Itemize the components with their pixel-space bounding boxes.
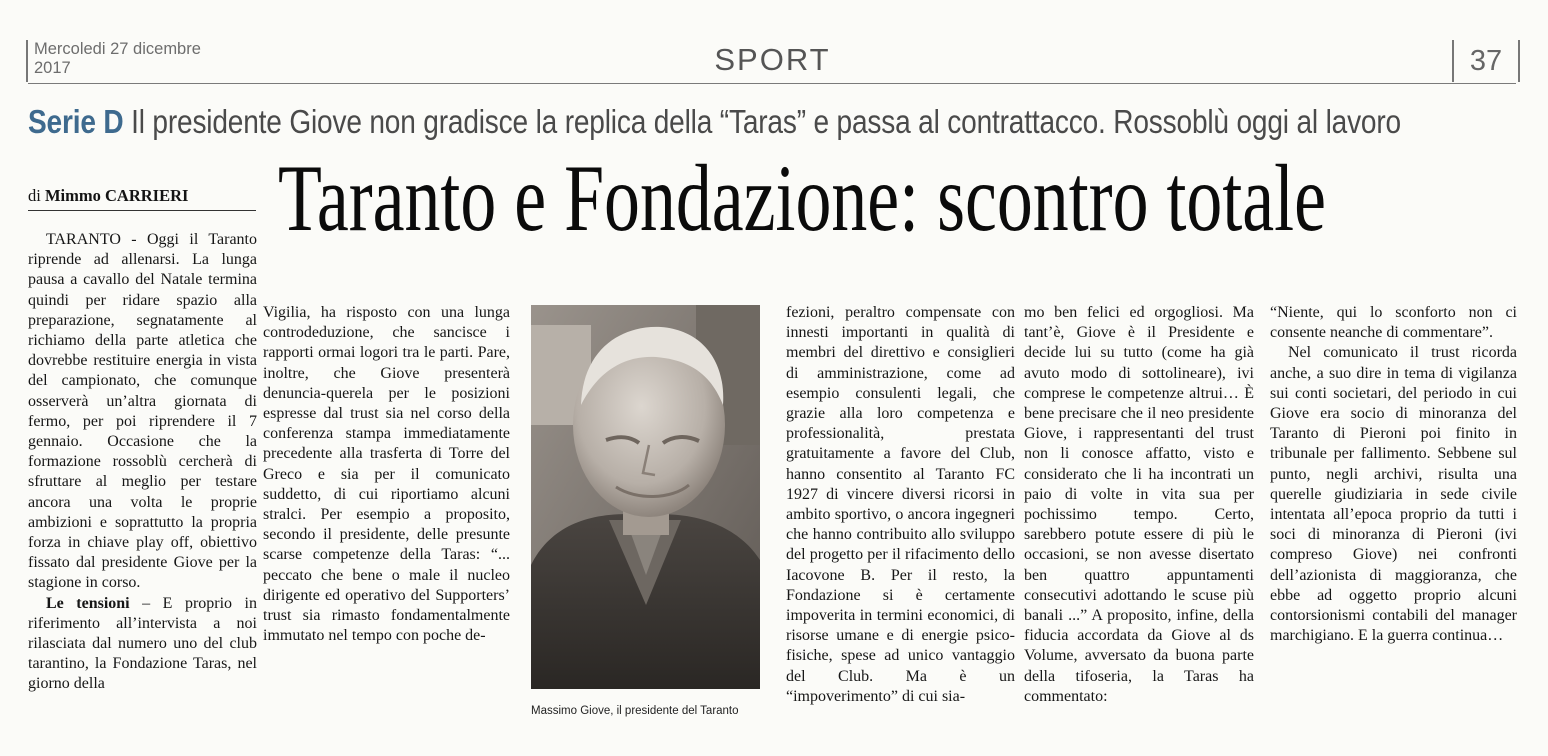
article-column-4 — [1024, 303, 1254, 707]
header-date-line1: Mercoledi 27 dicembre — [34, 40, 201, 58]
byline-prefix: di — [28, 186, 41, 205]
byline — [28, 186, 256, 211]
kicker-label: Serie D — [28, 103, 124, 140]
column-5-paragraph-1: “Niente, qui lo sconforto non ci consente neanche di commentare”. — [1270, 304, 1517, 342]
article-column-1 — [28, 230, 257, 695]
photo-massimo-giove — [531, 305, 760, 689]
page-number: 37 — [1452, 40, 1520, 82]
header-date — [26, 40, 201, 82]
photo-caption: Massimo Giove, il presidente del Taranto — [531, 705, 739, 717]
article-column-5 — [1270, 303, 1517, 646]
portrait-image — [531, 305, 760, 689]
column-1-paragraph-2 — [28, 594, 257, 695]
kicker-text: Il presidente Giove non gradisce la replica della “Taras” e passa al contrattacco. Rossoblù oggi al lavoro — [131, 103, 1401, 140]
article-column-2 — [263, 303, 510, 646]
headline: Taranto e Fondazione: scontro totale — [278, 145, 1326, 251]
column-5-paragraph-2: Nel comunicato il trust ricorda anche, a suo dire in tema di vigilanza sui conti societari, del periodo in cui Giove era socio di minoranza del Taranto di Pieroni poi finito in tribunale per fallimento. Sebbene sul punto, negli archivi, risulta una querelle giudiziaria in sede civile intentata all’epoca proprio da tutti i soci di minoranza di Pieroni (ivi compreso Giove) nei confronti dell’azionista di maggioranza, che ebbe ad oggetto proprio alcuni contorsionismi contabili del manager marchigiano. E la guerra continua… — [1270, 344, 1517, 645]
column-1-paragraph-2-text: – E proprio in riferimento all’intervista a noi rilasciata dal numero uno del club tarantino, la Fondazione Taras, nel giorno della — [28, 594, 257, 693]
header-rule — [28, 83, 1516, 84]
byline-author: Mimmo CARRIERI — [44, 186, 189, 205]
kicker — [28, 100, 1401, 144]
header-date-line2: 2017 — [34, 59, 71, 77]
section-title: SPORT — [714, 42, 831, 77]
column-2-text: Vigilia, ha risposto con una lunga controdeduzione, che sancisce i rapporti ormai logori tra le parti. Pare, inoltre, che Giove presenterà denuncia-querela per le posizioni espresse dal trust sia nel corso della conferenza stampa immediatamente precedente alla trasferta di Torre del Greco e sia per il comunicato suddetto, di cui riportiamo alcuni stralci. Per esempio a proposito, secondo il presidente, delle presunte scarse competenze della Taras: “... peccato che bene o male il nucleo dirigente ed operativo del Supporters’ trust sia rimasto fondamentalmente immutato nel tempo con poche de- — [263, 304, 510, 645]
column-3-text: fezioni, peraltro compensate con innesti importanti in qualità di membri del direttivo e consiglieri di amministrazione, come ad esempio consulenti legali, che grazie alla loro competenza e professionalità, prestata gratuitamente a favore del Club, hanno consentito al Taranto FC 1927 di vincere diversi ricorsi in ambito sportivo, o ancora ingegneri che hanno contribuito allo sviluppo del progetto per il rifacimento dello Iacovone B. Per il resto, la Fondazione si è certamente impoverita in termini economici, di risorse umane e di energie psico-fisiche, spese ad unico vantaggio del Club. Ma è un “impoverimento” di cui sia- — [786, 304, 1015, 705]
subhead-le-tensioni: Le tensioni — [46, 594, 130, 612]
article-column-3 — [786, 303, 1015, 707]
column-4-text: mo ben felici ed orgogliosi. Ma tant’è, Giove è il Presidente e decide lui su tutto (come ha già avuto modo di sottolineare), ivi comprese le competenze altrui… È bene precisare che il neo presidente Giove, i rappresentanti del trust non li conosce affatto, visto e considerato che li ha incontrati un paio di volte in vita sua per pochissimo tempo. Certo, sarebbero potute essere di più le occasioni, se non avesse disertato ben quattro appuntamenti consecutivi adottando le scuse più banali ...” A proposito, infine, della fiducia accordata da Giove al ds Volume, avversato da buona parte della tifoseria, la Taras ha commentato: — [1024, 304, 1254, 705]
column-1-paragraph-1: TARANTO - Oggi il Taranto riprende ad allenarsi. La lunga pausa a cavallo del Natale termina quindi per ridare spazio alla preparazione, segnatamente al richiamo della parte atletica che dovrebbe restituire energia in vista del campionato, che comunque osserverà un’altra giornata di fermo, per poi riprendere il 7 gennaio. Occasione che la formazione rossoblù cercherà di sfruttare al meglio per testare ancora una volta le proprie ambizioni e soprattutto la propria forza in chiave play off, obiettivo fissato dal presidente Giove per la stagione in corso. — [28, 231, 257, 592]
